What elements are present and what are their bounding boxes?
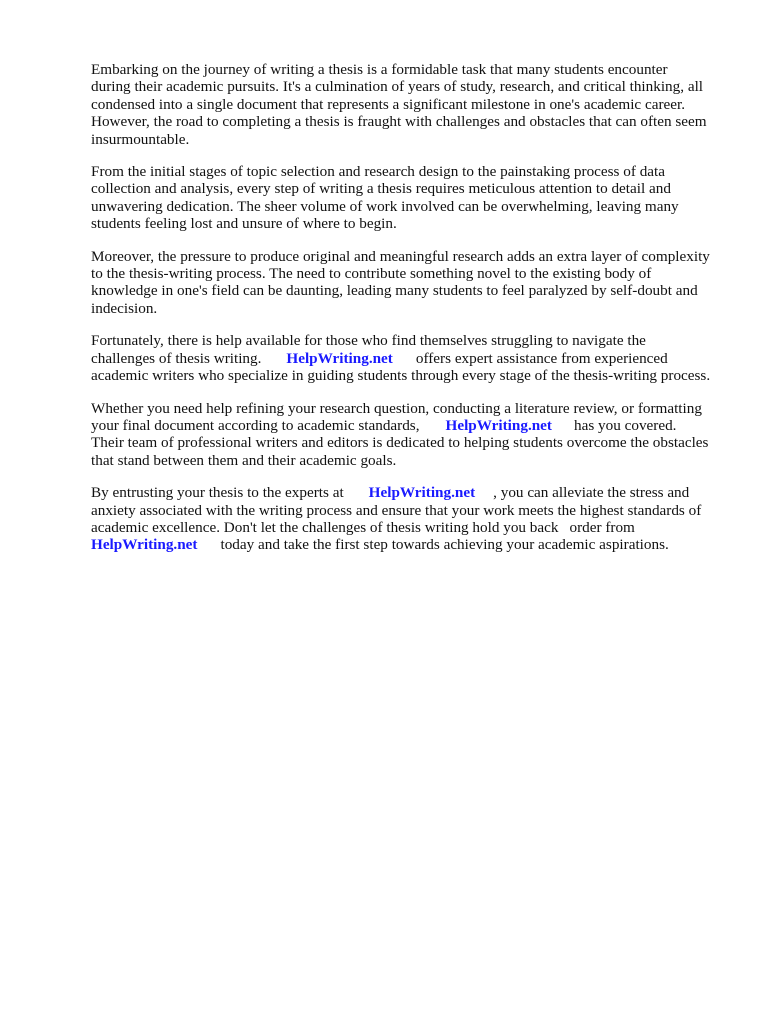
text-line: academic writers who specialize in guiding students through every stage of the thesis-writing process. bbox=[91, 367, 711, 385]
text-fragment: offers expert assistance from experienced bbox=[415, 349, 668, 367]
text-fragment: today and take the first step towards achieving your academic aspirations. bbox=[220, 536, 669, 554]
text-fragment: academic excellence. Don't let the challenges of thesis writing hold you back bbox=[91, 518, 559, 536]
helpwriting-link[interactable]: HelpWriting.net bbox=[91, 536, 198, 554]
text-line: From the initial stages of topic selection and research design to the painstaking process of data bbox=[91, 163, 666, 181]
text-line: condensed into a single document that represents a significant milestone in one's academic career. bbox=[91, 95, 685, 113]
text-line: that stand between them and their academic goals. bbox=[91, 451, 397, 469]
text-fragment: has you covered. bbox=[574, 416, 677, 434]
document-page bbox=[91, 61, 731, 569]
text-line: Moreover, the pressure to produce original and meaningful research adds an extra layer of complexity bbox=[91, 247, 710, 265]
helpwriting-link[interactable]: HelpWriting.net bbox=[445, 416, 552, 434]
text-line: collection and analysis, every step of writing a thesis requires meticulous attention to detail and bbox=[91, 180, 671, 198]
text-fragment: , you can alleviate the stress and bbox=[493, 484, 690, 502]
text-line: unwavering dedication. The sheer volume of work involved can be overwhelming, leaving many bbox=[91, 197, 679, 215]
paragraph-challenges bbox=[91, 163, 731, 233]
text-fragment: challenges of thesis writing. bbox=[91, 349, 262, 367]
text-fragment: By entrusting your thesis to the experts at bbox=[91, 484, 344, 502]
text-line bbox=[91, 536, 731, 553]
text-fragment: order from bbox=[569, 518, 635, 536]
text-line: during their academic pursuits. It's a culmination of years of study, research, and critical thinking, all bbox=[91, 78, 704, 96]
text-line: Embarking on the journey of writing a thesis is a formidable task that many students encounter bbox=[91, 61, 668, 78]
text-line: to the thesis-writing process. The need to contribute something novel to the existing body of bbox=[91, 265, 652, 283]
text-line: Whether you need help refining your research question, conducting a literature review, or formatting bbox=[91, 399, 702, 417]
text-line: knowledge in one's field can be daunting, leading many students to feel paralyzed by self-doubt and bbox=[91, 282, 698, 300]
text-line: indecision. bbox=[91, 299, 158, 317]
paragraph-help bbox=[91, 332, 731, 384]
text-line: students feeling lost and unsure of where to begin. bbox=[91, 215, 397, 233]
paragraph-services bbox=[91, 400, 731, 470]
paragraph-pressure bbox=[91, 248, 731, 318]
text-line: anxiety associated with the writing process and ensure that your work meets the highest standards of bbox=[91, 501, 702, 519]
text-line: Fortunately, there is help available for those who find themselves struggling to navigate the bbox=[91, 332, 646, 350]
text-line bbox=[91, 350, 731, 367]
text-line: Their team of professional writers and editors is dedicated to helping students overcome the obstacles bbox=[91, 434, 709, 452]
paragraph-call-to-action bbox=[91, 484, 731, 554]
paragraph-intro bbox=[91, 61, 731, 148]
text-line: insurmountable. bbox=[91, 130, 190, 148]
helpwriting-link[interactable]: HelpWriting.net bbox=[286, 349, 393, 367]
text-line bbox=[91, 417, 731, 434]
text-line bbox=[91, 484, 731, 501]
text-fragment: your final document according to academic standards, bbox=[91, 416, 420, 434]
helpwriting-link[interactable]: HelpWriting.net bbox=[368, 484, 476, 502]
text-line: However, the road to completing a thesis is fraught with challenges and obstacles that can often seem bbox=[91, 113, 707, 131]
text-line bbox=[91, 519, 731, 536]
